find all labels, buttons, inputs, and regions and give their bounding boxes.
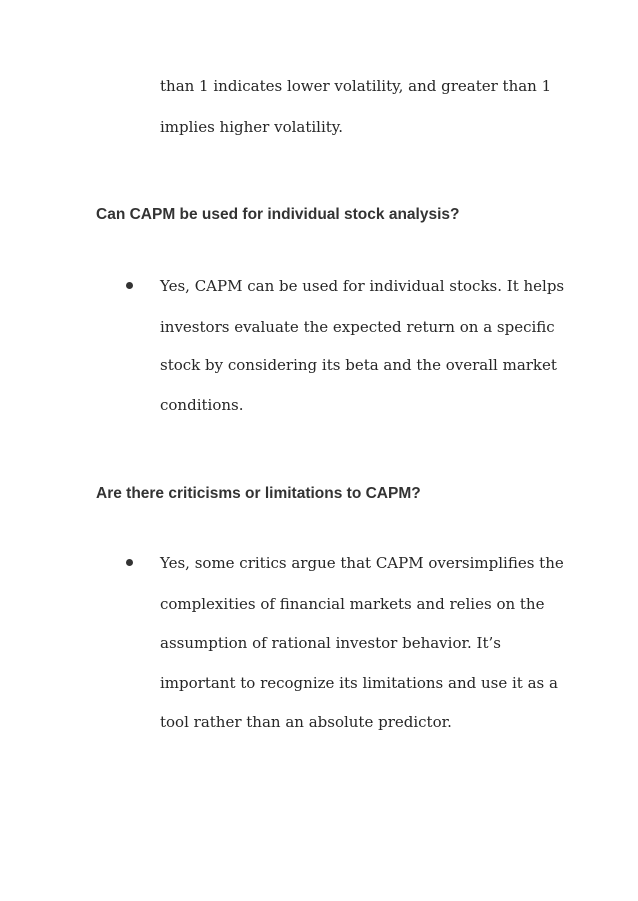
bullet-text-line: investors evaluate the expected return on a specific [160, 318, 555, 336]
bullet-text-line: stock by considering its beta and the overall market [160, 356, 557, 374]
intro-line: implies higher volatility. [160, 118, 344, 136]
bullet-text-line: conditions. [160, 396, 244, 414]
bullet-text-line: Yes, some critics argue that CAPM oversimplifies the [160, 554, 564, 572]
bullet-text-line: Yes, CAPM can be used for individual stocks. It helps [160, 277, 565, 295]
bullet-text-line: assumption of rational investor behavior. It’s [160, 634, 501, 652]
bullet-icon [126, 282, 133, 289]
intro-line: than 1 indicates lower volatility, and greater than 1 [160, 77, 552, 95]
bullet-text-line: tool rather than an absolute predictor. [160, 713, 452, 731]
bullet-icon [126, 559, 133, 566]
bullet-text-line: complexities of financial markets and relies on the [160, 595, 545, 613]
section-heading: Can CAPM be used for individual stock analysis? [96, 206, 460, 223]
section-heading: Are there criticisms or limitations to CAPM? [96, 485, 421, 502]
bullet-text-line: important to recognize its limitations and use it as a [160, 674, 558, 692]
